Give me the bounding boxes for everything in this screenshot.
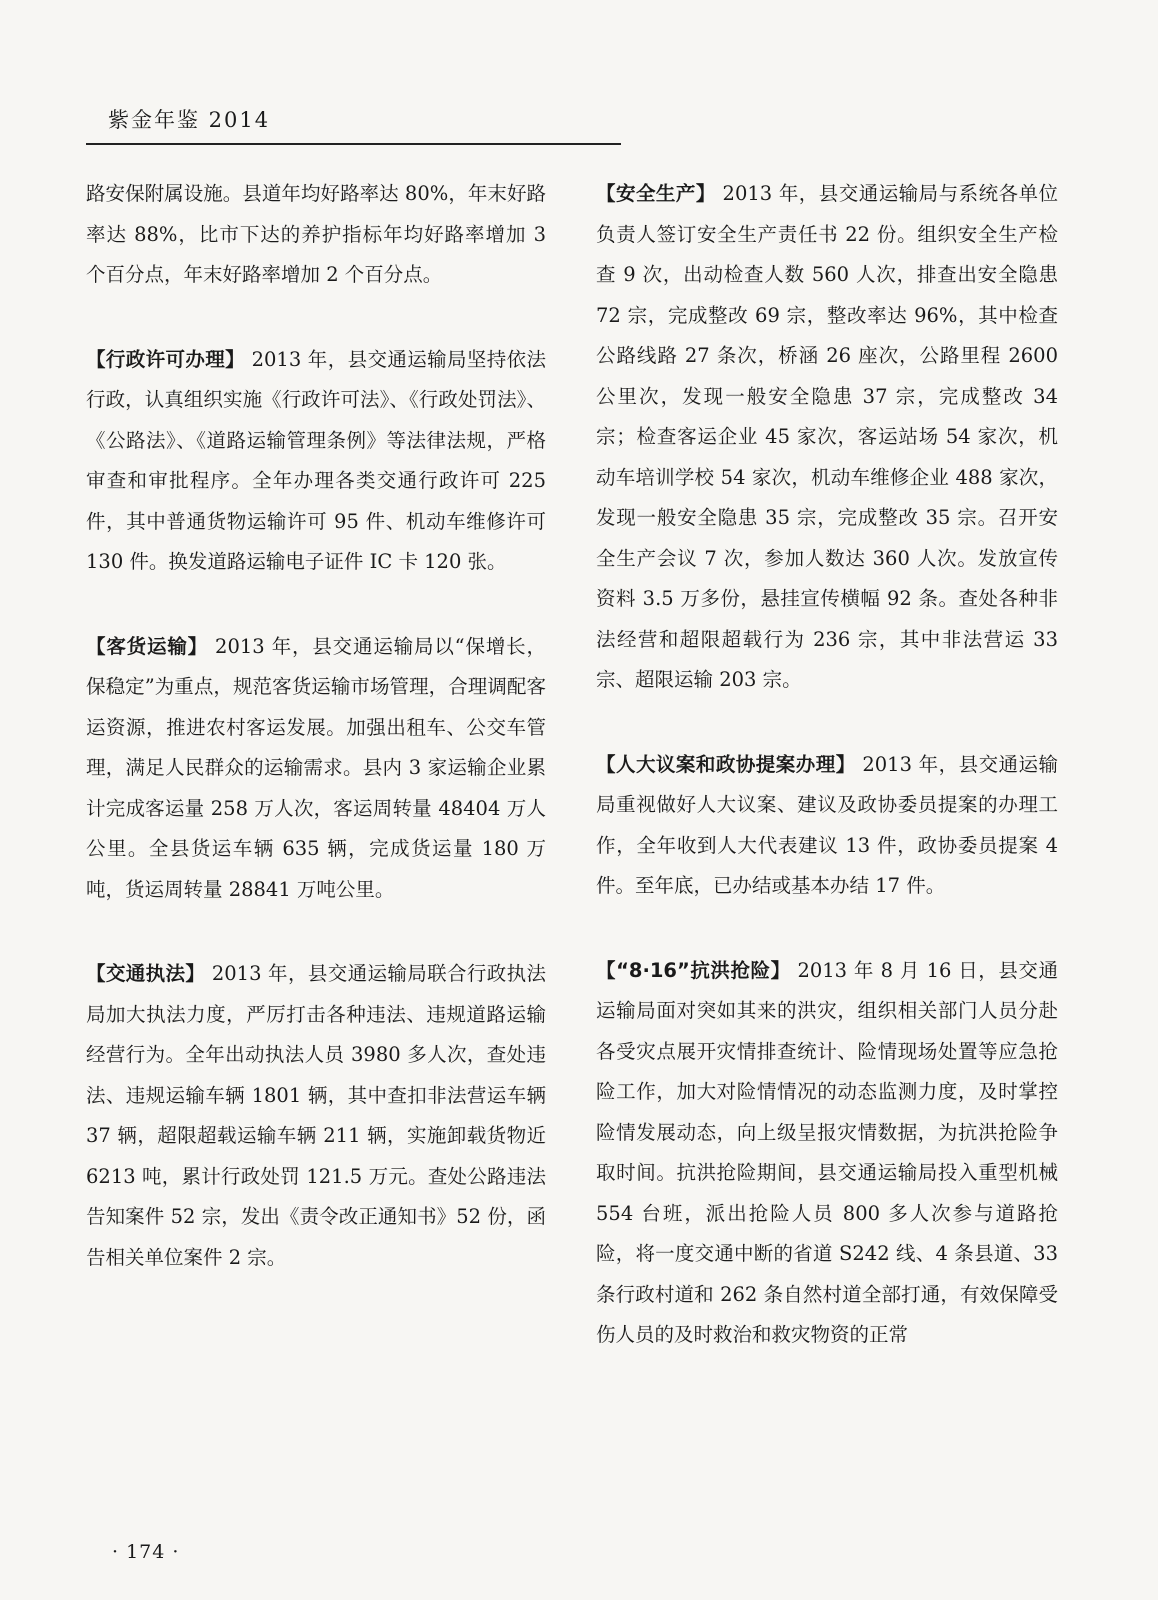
paragraph-proposals-handling: [596, 745, 1058, 907]
header-rule: [86, 143, 621, 145]
paragraph-safety-production: [596, 174, 1058, 701]
page-number: · 174 ·: [112, 1541, 180, 1563]
paragraph-body: 2013 年，县交通运输局与系统各单位负责人签订安全生产责任书 22 份。组织安全生产检查 9 次，出动检查人数 560 人次，排查出安全隐患 72 宗，完成整改 69 宗，整改率达 96%，其中检查公路线路 27 条次，桥涵 26 座次，公路里程 2600 公里次，发现一般安全隐患 37 宗，完成整改 34 宗；检查客运企业 45 家次，客运站场 54 家次，机动车培训学校 54 家次，机动车维修企业 488 家次，发现一般安全隐患 35 宗，完成整改 35 宗。召开安全生产会议 7 次，参加人数达 360 人次。发放宣传资料 3.5 万多份，悬挂宣传横幅 92 条。查处各种非法经营和超限超载行为 236 宗，其中非法营运 33 宗、超限运输 203 宗。: [596, 182, 1058, 691]
running-header-title: 紫金年鉴 2014: [108, 108, 271, 132]
paragraph-passenger-freight: [86, 627, 546, 911]
paragraph-body: 2013 年 8 月 16 日，县交通运输局面对突如其来的洪灾，组织相关部门人员分赴各受灾点展开灾情排查统计、险情现场处置等应急抢险工作，加大对险情情况的动态监测力度，及时掌控险情发展动态，向上级呈报灾情数据，为抗洪抢险争取时间。抗洪抢险期间，县交通运输局投入重型机械 554 台班，派出抢险人员 800 多人次参与道路抢险，将一度交通中断的省道 S242 线、4 条县道、33 条行政村道和 262 条自然村道全部打通，有效保障受伤人员的及时救治和救灾物资的正常: [596, 958, 1058, 1346]
section-heading: 【行政许可办理】: [86, 347, 246, 371]
paragraph-body: 路安保附属设施。县道年均好路率达 80%，年末好路率达 88%，比市下达的养护指标年均好路率增加 3 个百分点，年末好路率增加 2 个百分点。: [86, 182, 546, 286]
paragraph-body: 2013 年，县交通运输局以“保增长，保稳定”为重点，规范客货运输市场管理，合理调配客运资源，推进农村客运发展。加强出租车、公交车管理，满足人民群众的运输需求。县内 3 家运输企业累计完成客运量 258 万人次，客运周转量 48404 万人公里。全县货运车辆 635 辆，完成货运量 180 万吨，货运周转量 28841 万吨公里。: [86, 634, 546, 901]
section-heading: 【人大议案和政协提案办理】: [596, 752, 856, 776]
right-column: [596, 174, 1058, 1400]
section-heading: 【安全生产】: [596, 182, 716, 205]
paragraph-body: 2013 年，县交通运输局坚持依法行政，认真组织实施《行政许可法》、《行政处罚法》、《公路法》、《道路运输管理条例》等法律法规，严格审查和审批程序。全年办理各类交通行政许可 225 件，其中普通货物运输许可 95 件、机动车维修许可 130 件。换发道路运输电子证件 IC 卡 120 张。: [86, 347, 546, 573]
section-heading: 【“8·16”抗洪抢险】: [596, 958, 791, 982]
paragraph-traffic-enforcement: [86, 954, 546, 1278]
section-heading: 【客货运输】: [86, 634, 208, 658]
paragraph-body: 2013 年，县交通运输局联合行政执法局加大执法力度，严厉打击各种违法、违规道路运输经营行为。全年出动执法人员 3980 多人次，查处违法、违规运输车辆 1801 辆，其中查扣非法营运车辆 37 辆，超限超载运输车辆 211 辆，实施卸载货物近 6213 吨，累计行政处罚 121.5 万元。查处公路违法告知案件 52 宗，发出《责令改正通知书》52 份，函告相关单位案件 2 宗。: [86, 962, 546, 1269]
section-heading: 【交通执法】: [86, 962, 206, 985]
paragraph-body: 2013 年，县交通运输局重视做好人大议案、建议及政协委员提案的办理工作，全年收到人大代表建议 13 件，政协委员提案 4 件。至年底，已办结或基本办结 17 件。: [596, 752, 1058, 897]
paragraph-administrative-licensing: [86, 340, 546, 583]
paragraph-flood-relief: [596, 951, 1058, 1356]
paragraph-road-maintenance: [86, 174, 546, 296]
left-column: [86, 174, 546, 1322]
